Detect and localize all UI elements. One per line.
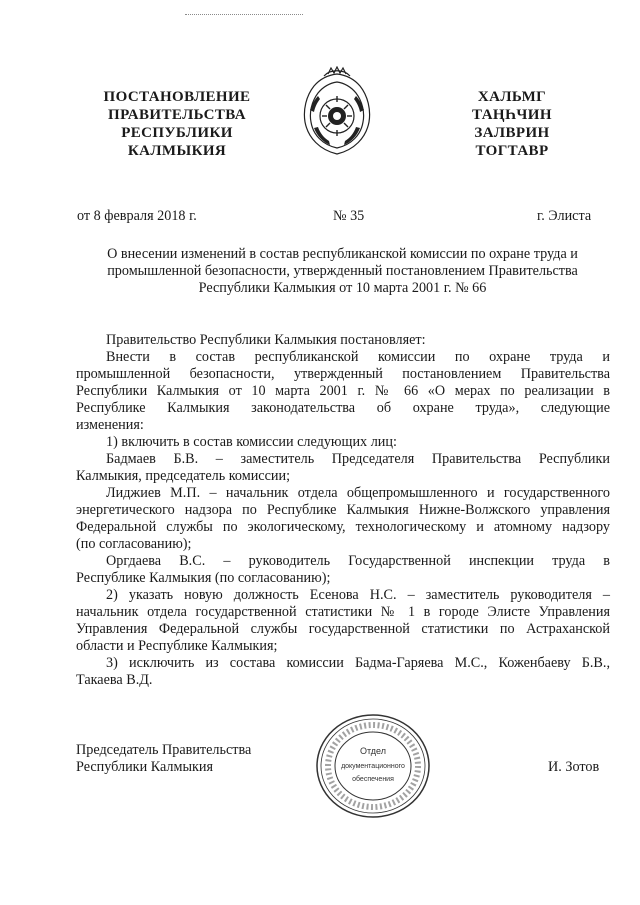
paragraph-line: Внести в состав республиканской комиссии по охране труда и [106, 349, 610, 365]
header-right-line: ТАҢҺЧИН [472, 107, 552, 123]
paragraph-line: Управления Федеральной службы государственной статистики по Астраханской [76, 621, 610, 637]
paragraph-line: начальник отдела государственной статистики № 1 в городе Элисте Управления [76, 604, 610, 620]
list-item-1: 1) включить в состав комиссии следующих лиц: [106, 434, 397, 450]
header-left-line: ПОСТАНОВЛЕНИЕ [103, 89, 251, 105]
header-left-line: ПРАВИТЕЛЬСТВА [108, 107, 246, 123]
subject-line: Республики Калмыкия от 10 марта 2001 г. № 66 [198, 280, 487, 296]
body-intro: Правительство Республики Калмыкия постановляет: [106, 332, 426, 348]
paragraph-line: Республики Калмыкия от 10 марта 2001 г. № 66 «О мерах по реализации в [76, 383, 610, 399]
header-right-title [452, 88, 572, 160]
paragraph-line: Такаева В.Д. [76, 672, 153, 688]
signatory-name: И. Зотов [548, 759, 600, 775]
paragraph-line: Республике Калмыкия (по согласованию); [76, 570, 331, 586]
paragraph-line: (по согласованию); [76, 536, 192, 552]
header-right-line: ХАЛЬМГ [477, 89, 547, 105]
header-left-title [88, 88, 266, 160]
paragraph-line: Федеральной службы по экологическому, технологическому и атомному надзору [76, 519, 610, 535]
paragraph-line: 2) указать новую должность Есенова Н.С. – заместитель руководителя – [106, 587, 610, 603]
header-left-line: КАЛМЫКИЯ [127, 143, 227, 159]
coat-of-arms-emblem [300, 66, 374, 156]
document-date: от 8 февраля 2018 г. [77, 208, 197, 224]
top-dotted-line [185, 14, 303, 15]
paragraph-line: Оргдаева В.С. – руководитель Государственной инспекции труда в [106, 553, 610, 569]
document-number: № 35 [333, 208, 365, 224]
paragraph-line: изменения: [76, 417, 144, 433]
stamp-text: Отдел [359, 746, 387, 756]
paragraph-line: промышленной безопасности, утвержденный постановлением Правительства [76, 366, 610, 382]
subject-line: промышленной безопасности, утвержденный постановлением Правительства [107, 263, 578, 279]
paragraph-line: Республике Калмыкия законодательства об охране труда», следующие [76, 400, 610, 416]
paragraph-line: области и Республике Калмыкия; [76, 638, 278, 654]
signature-position: Председатель Правительства [76, 742, 252, 758]
header-right-line: ТОГТАВР [475, 143, 549, 159]
paragraph-line: Лиджиев М.П. – начальник отдела общепромышленного и государственного [106, 485, 610, 501]
subject-line: О внесении изменений в состав республиканской комиссии по охране труда и [107, 246, 578, 262]
paragraph-line: Калмыкия, председатель комиссии; [76, 468, 291, 484]
paragraph-line: Бадмаев Б.В. – заместитель Председателя Правительства Республики [106, 451, 610, 467]
stamp-text: документационного [341, 763, 405, 770]
paragraph-line: энергетического надзора по Республике Калмыкия Нижне-Волжского управления [76, 502, 610, 518]
official-stamp [314, 712, 432, 820]
stamp-text: обеспечения [352, 776, 394, 783]
paragraph-line: 3) исключить из состава комиссии Бадма-Гаряева М.С., Коженбаеву Б.В., [106, 655, 610, 671]
header-left-line: РЕСПУБЛИКИ [121, 125, 233, 141]
document-city: г. Элиста [537, 208, 592, 224]
header-right-line: ЗАЛВРИН [474, 125, 550, 141]
signature-position: Республики Калмыкия [76, 759, 214, 775]
